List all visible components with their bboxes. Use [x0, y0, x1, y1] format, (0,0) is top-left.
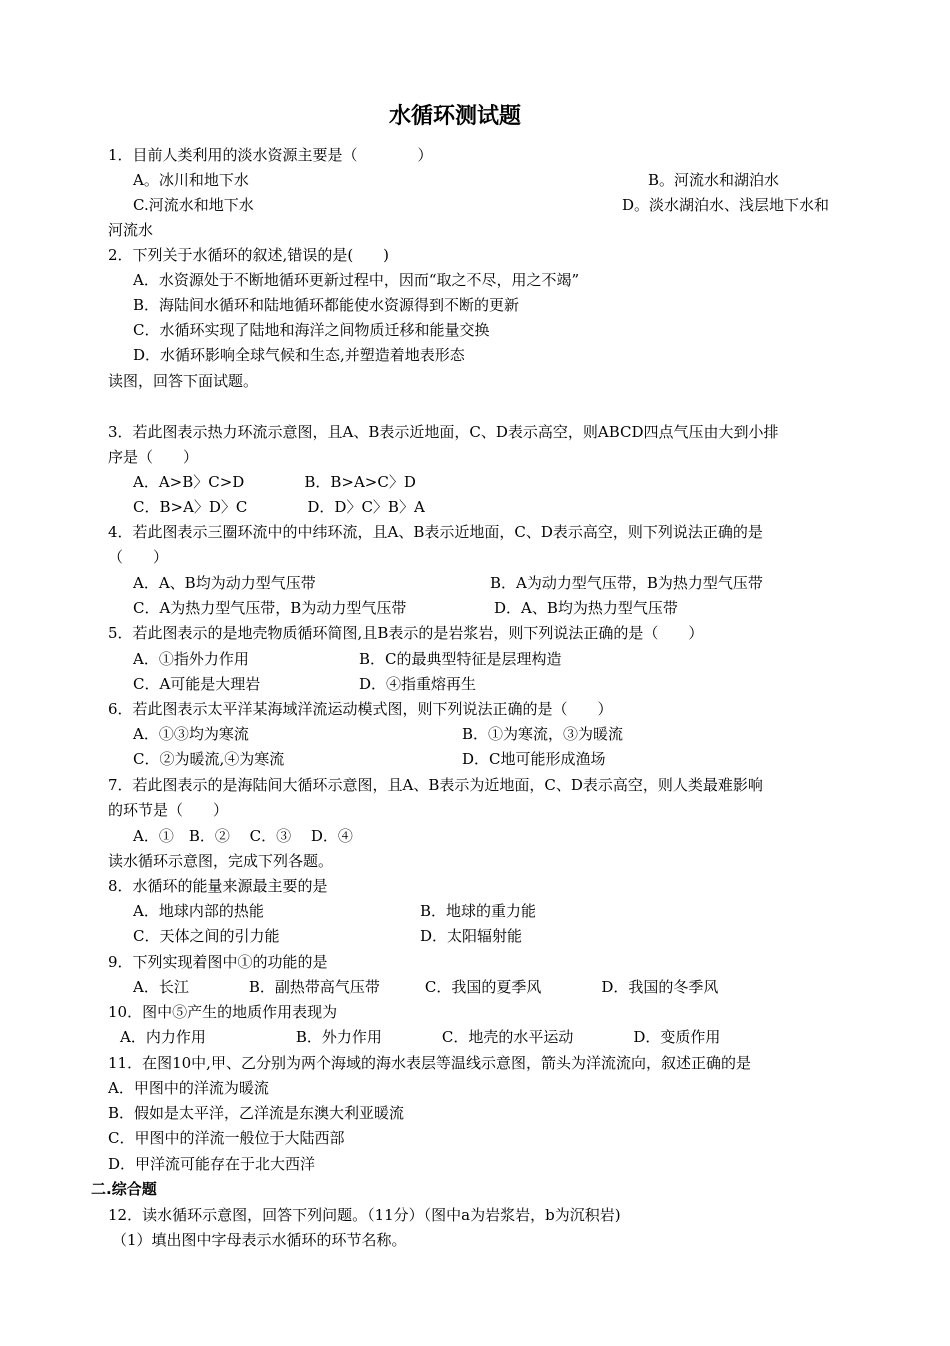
question-12: 12．读水循环示意图，回答下列问题。（11分）（图中a为岩浆岩，b为沉积岩) — [108, 1206, 621, 1224]
instruction-read-figure: 读图，回答下面试题。 — [108, 372, 259, 390]
option-2b: B．海陆间水循环和陆地循环都能使水资源得到不断的更新 — [133, 296, 520, 314]
options-3-row1: A．A>B〉C>D B．B>A>C〉D — [133, 473, 416, 491]
question-9: 9．下列实现着图中①的功能的是 — [108, 953, 328, 971]
option-5b: B．C的最典型特征是层理构造 — [359, 650, 562, 668]
option-8d: D．太阳辐射能 — [420, 927, 523, 945]
option-1d-cont: 河流水 — [108, 221, 154, 239]
question-8: 8．水循环的能量来源最主要的是 — [108, 877, 328, 895]
option-2d: D．水循环影响全球气候和生态,并塑造着地表形态 — [133, 346, 465, 364]
option-6a: A．①③均为寒流 — [133, 725, 249, 743]
option-8c: C．天体之间的引力能 — [133, 927, 280, 945]
page-title: 水循环测试题 — [388, 104, 521, 129]
question-5: 5．若此图表示的是地壳物质循环简图,且B表示的是岩浆岩，则下列说法正确的是（ ） — [108, 624, 704, 642]
instruction-read-water-cycle: 读水循环示意图，完成下列各题。 — [108, 852, 334, 870]
question-12-part-1: （1）填出图中字母表示水循环的环节名称。 — [112, 1231, 407, 1249]
option-4a: A．A、B均为动力型气压带 — [133, 574, 316, 592]
question-11: 11．在图10中,甲、乙分别为两个海域的海水表层等温线示意图，箭头为洋流流向，叙述正确的是 — [108, 1054, 751, 1072]
option-5c: C．A可能是大理岩 — [133, 675, 261, 693]
options-10: A．内力作用 B．外力作用 C．地壳的水平运动 D．变质作用 — [120, 1028, 721, 1046]
question-4-cont: （ ） — [108, 548, 169, 566]
options-3-row2: C．B>A〉D〉C D．D〉C〉B〉A — [133, 498, 425, 516]
question-2: 2．下列关于水循环的叙述,错误的是( ) — [108, 246, 390, 264]
question-7: 7．若此图表示的是海陆间大循环示意图，且A、B表示为近地面，C、D表示高空，则人类最难影响 — [108, 776, 763, 794]
section-heading-comprehensive: 二.综合题 — [91, 1180, 157, 1198]
option-1c: C.河流水和地下水 — [133, 196, 254, 214]
question-7-cont: 的环节是（ ） — [108, 801, 229, 819]
option-11c: C．甲图中的洋流一般位于大陆西部 — [108, 1129, 345, 1147]
option-11b: B．假如是太平洋，乙洋流是东澳大利亚暖流 — [108, 1104, 405, 1122]
option-1d: D。淡水湖泊水、浅层地下水和 — [622, 196, 830, 214]
option-6b: B．①为寒流，③为暖流 — [462, 725, 624, 743]
option-4b: B．A为动力型气压带，B为热力型气压带 — [490, 574, 763, 592]
option-8b: B．地球的重力能 — [420, 902, 537, 920]
option-4c: C．A为热力型气压带，B为动力型气压带 — [133, 599, 407, 617]
question-10: 10．图中⑤产生的地质作用表现为 — [108, 1003, 338, 1021]
option-1b: B。河流水和湖泊水 — [648, 171, 780, 189]
question-3: 3．若此图表示热力环流示意图，且A、B表示近地面，C、D表示高空，则ABCD四点气压由大到小排 — [108, 423, 779, 441]
option-4d: D．A、B均为热力型气压带 — [494, 599, 678, 617]
question-1: 1．目前人类利用的淡水资源主要是（ ） — [108, 146, 433, 164]
question-6: 6．若此图表示太平洋某海域洋流运动模式图，则下列说法正确的是（ ） — [108, 700, 613, 718]
option-1a: A。冰川和地下水 — [133, 171, 249, 189]
question-3-cont: 序是（ ） — [108, 448, 199, 466]
question-4: 4．若此图表示三圈环流中的中纬环流，且A、B表示近地面，C、D表示高空，则下列说法正确的是 — [108, 523, 763, 541]
option-8a: A．地球内部的热能 — [133, 902, 264, 920]
options-9: A．长江 B．副热带高气压带 C．我国的夏季风 D．我国的冬季风 — [133, 978, 719, 996]
option-6c: C．②为暖流,④为寒流 — [133, 750, 285, 768]
option-2c: C．水循环实现了陆地和海洋之间物质迁移和能量交换 — [133, 321, 490, 339]
option-11d: D．甲洋流可能存在于北大西洋 — [108, 1155, 316, 1173]
option-2a: A．水资源处于不断地循环更新过程中，因而“取之不尽，用之不竭” — [133, 271, 580, 289]
option-6d: D．C地可能形成渔场 — [462, 750, 606, 768]
option-5a: A．①指外力作用 — [133, 650, 249, 668]
option-11a: A．甲图中的洋流为暖流 — [108, 1079, 269, 1097]
options-7: A．① B．② C．③ D．④ — [133, 827, 353, 845]
option-5d: D．④指重熔再生 — [359, 675, 477, 693]
